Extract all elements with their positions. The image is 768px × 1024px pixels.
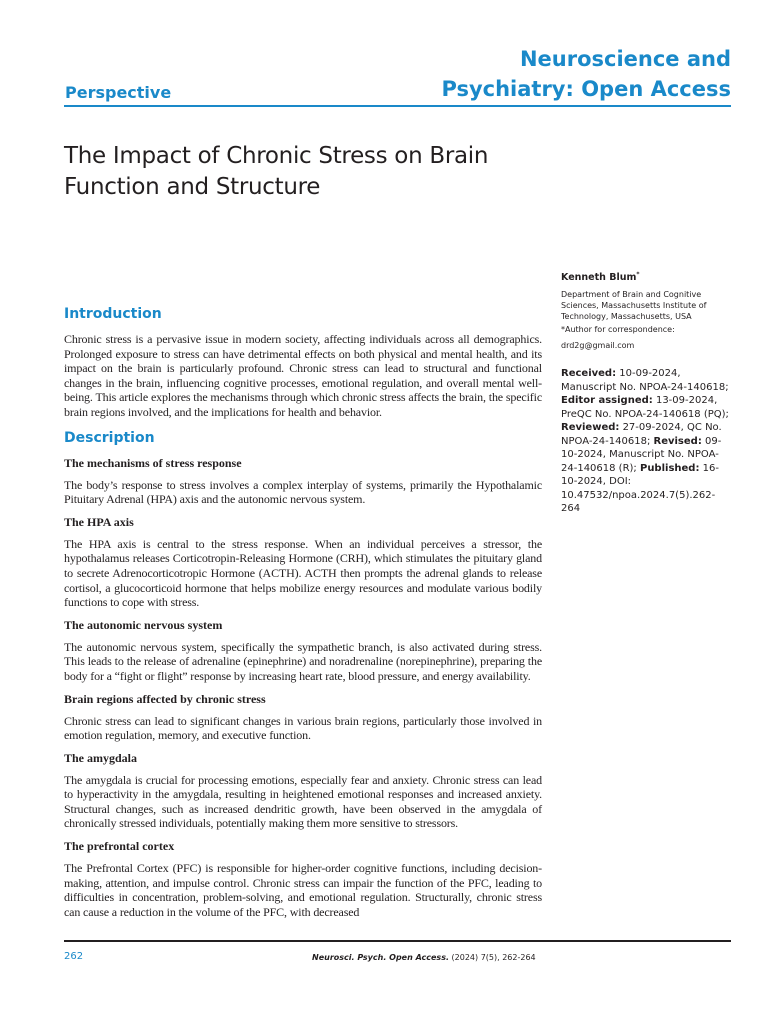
page-number: 262 bbox=[64, 951, 84, 962]
correspondence-label: *Author for correspondence: bbox=[561, 325, 675, 335]
header-divider bbox=[64, 105, 731, 107]
author-sidebar bbox=[561, 271, 733, 516]
footer-divider bbox=[64, 940, 731, 942]
amygdala-heading: The amygdala bbox=[64, 750, 138, 765]
author-mark: * bbox=[636, 271, 640, 278]
article-body bbox=[64, 304, 542, 927]
author-email: drd2g@gmail.com bbox=[561, 341, 635, 351]
journal-name-line2: Psychiatry: Open Access bbox=[441, 77, 731, 101]
prefrontal-cortex-paragraph: The Prefrontal Cortex (PFC) is responsible for higher-order cognitive functions, including decision-making, attention, and impulse control. Chronic stress can impair the function of the PFC, leading to difficulties in concentration, problem-solving, and emotional regulation. Structurally, chronic stress can cause a reduction in the volume of the PFC, with decreased bbox=[64, 861, 542, 919]
hpa-axis-paragraph: The HPA axis is central to the stress response. When an individual perceives a stressor, the hypothalamus releases Corticotropin-Releasing Hormone (CRH), which stimulates the pituitary gland to secrete Adrenocorticotropic Hormone (ACTH). ACTH then prompts the adrenal glands to release cortisol, a glucocorticoid hormone that helps mobilize energy resources and modulate various bodily functions to cope with stress. bbox=[64, 536, 542, 610]
author-name-line bbox=[561, 271, 733, 283]
received-label: Received: bbox=[561, 368, 617, 380]
mechanisms-heading: The mechanisms of stress response bbox=[64, 455, 242, 470]
published-text: 16-10-2024, DOI: 10.47532/npoa.2024.7(5).262-264 bbox=[561, 462, 719, 515]
footer-citation bbox=[312, 953, 536, 962]
author-name: Kenneth Blum bbox=[561, 272, 637, 284]
journal-abbreviation: Neurosci. Psych. Open Access. bbox=[312, 953, 449, 962]
autonomic-paragraph: The autonomic nervous system, specifically the sympathetic branch, is also activated during stress. This leads to the release of adrenaline (epinephrine) and noradrenaline (norepinephrine), preparing the body for a “fight or flight” response by increasing heart rate, blood pressure, and energy availability. bbox=[64, 639, 542, 683]
brain-regions-paragraph: Chronic stress can lead to significant changes in various brain regions, particularly those involved in emotion regulation, memory, and executive function. bbox=[64, 713, 542, 743]
article-history bbox=[561, 367, 733, 516]
received-text: 10-09-2024, Manuscript No. NPOA-24-140618; bbox=[561, 368, 729, 393]
introduction-heading: Introduction bbox=[64, 306, 162, 322]
revised-label: Revised: bbox=[653, 435, 702, 447]
journal-name bbox=[441, 44, 731, 104]
editor-label: Editor assigned: bbox=[561, 395, 653, 407]
revised-text: 09-10-2024, Manuscript No. NPOA-24-140618 (R); bbox=[561, 435, 722, 474]
reviewed-text: 27-09-2024, QC No. NPOA-24-140618; bbox=[561, 422, 722, 447]
hpa-axis-heading: The HPA axis bbox=[64, 514, 134, 529]
article-type: Perspective bbox=[65, 83, 172, 102]
author-affiliation: Department of Brain and Cognitive Sciences, Massachusetts Institute of Technology, Massachusetts, USA bbox=[561, 290, 707, 322]
citation-details: (2024) 7(5), 262-264 bbox=[449, 953, 536, 962]
mechanisms-paragraph: The body’s response to stress involves a complex interplay of systems, primarily the Hypothalamic Pituitary Adrenal (HPA) axis and the autonomic nervous system. bbox=[64, 477, 542, 507]
prefrontal-cortex-heading: The prefrontal cortex bbox=[64, 839, 175, 854]
description-heading: Description bbox=[64, 429, 155, 446]
reviewed-label: Reviewed: bbox=[561, 422, 620, 434]
journal-name-line1: Neuroscience and bbox=[519, 47, 731, 71]
brain-regions-heading: Brain regions affected by chronic stress bbox=[64, 691, 266, 706]
introduction-paragraph: Chronic stress is a pervasive issue in modern society, affecting individuals across all demographics. Prolonged exposure to stress can have detrimental effects on both physical and mental health, and its impact on the brain is particularly profound. Chronic stress can lead to structural and functional changes in the brain, influencing cognitive processes, emotional regulation, and overall mental well-being. This article explores the mechanisms through which chronic stress affects the brain, the specific brain regions involved, and the implications for health and behavior. bbox=[64, 332, 542, 419]
published-label: Published: bbox=[639, 462, 700, 474]
article-title: The Impact of Chronic Stress on Brain Function and Structure bbox=[64, 143, 489, 200]
autonomic-heading: The autonomic nervous system bbox=[64, 617, 223, 632]
editor-text: 13-09-2024, PreQC No. NPOA-24-140618 (PQ); bbox=[561, 395, 729, 420]
amygdala-paragraph: The amygdala is crucial for processing emotions, especially fear and anxiety. Chronic stress can lead to hyperactivity in the amygdala, resulting in heightened emotional responses and increased anxiety. Structural changes, such as increased dendritic growth, have been observed in the amygdala of chronically stressed individuals, potentially making them more sensitive to stressors. bbox=[64, 772, 542, 831]
